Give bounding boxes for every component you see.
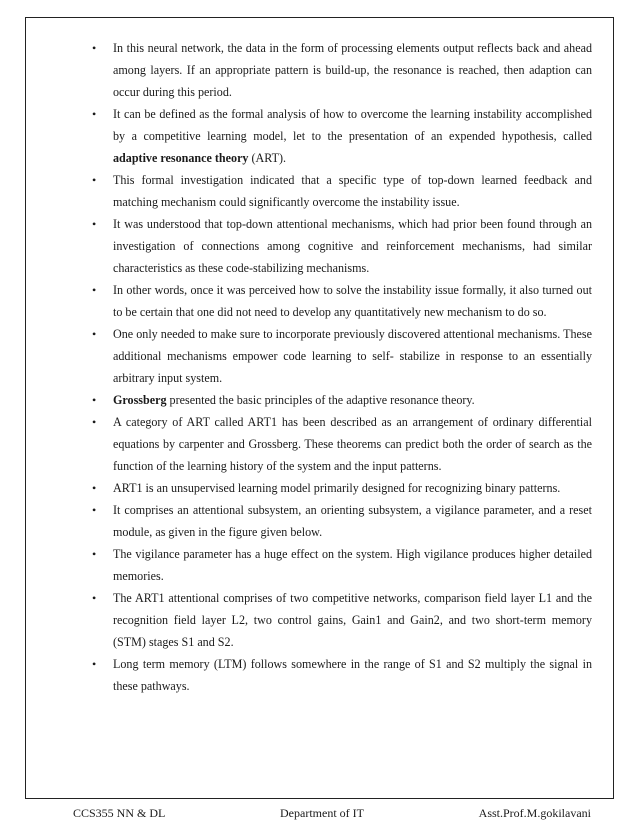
bullet-item xyxy=(88,477,592,499)
bullet-item xyxy=(88,543,592,587)
bullet-text: In other words, once it was perceived how to solve the instability issue formally, it also turned out to be certain that one did not need to develop any quantitatively new mechanism to do so. xyxy=(113,283,592,319)
bullet-icon: • xyxy=(92,481,97,495)
bullet-icon: • xyxy=(92,591,97,605)
bullet-text: In this neural network, the data in the form of processing elements output reflects back and ahead among layers. If an appropriate pattern is build-up, the resonance is reached, then adaption can occur during this period. xyxy=(113,41,592,99)
bullet-icon: • xyxy=(92,393,97,407)
bullet-text: The vigilance parameter has a huge effect on the system. High vigilance produces higher detailed memories. xyxy=(113,547,592,583)
bullet-icon: • xyxy=(92,657,97,671)
bullet-icon: • xyxy=(92,41,97,55)
bullet-text: One only needed to make sure to incorporate previously discovered attentional mechanisms. These additional mechanisms empower code learning to self- stabilize in response to an essentially arbitrary input system. xyxy=(113,327,592,385)
bullet-item xyxy=(88,499,592,543)
footer-department: Department of IT xyxy=(280,806,364,820)
bullet-text: This formal investigation indicated that a specific type of top-down learned feedback and matching mechanism could significantly overcome the instability issue. xyxy=(113,173,592,209)
footer-course-code: CCS355 NN & DL xyxy=(73,806,166,820)
bullet-text: Long term memory (LTM) follows somewhere in the range of S1 and S2 multiply the signal in these pathways. xyxy=(113,657,592,693)
footer-author: Asst.Prof.M.gokilavani xyxy=(478,806,591,820)
bullet-icon: • xyxy=(92,173,97,187)
bullet-item xyxy=(88,653,592,697)
bullet-text-after: (ART). xyxy=(248,151,287,165)
bullet-bold-text: adaptive resonance theory xyxy=(113,151,249,165)
bullet-item xyxy=(88,323,592,389)
bullet-icon: • xyxy=(92,547,97,561)
bullet-text: ART1 is an unsupervised learning model primarily designed for recognizing binary patterns. xyxy=(113,481,561,495)
bullet-item xyxy=(88,37,592,103)
bullet-icon: • xyxy=(92,107,97,121)
bullet-text: The ART1 attentional comprises of two competitive networks, comparison field layer L1 and the recognition field layer L2, two control gains, Gain1 and Gain2, and two short-term memory (STM) stages S1 and S2. xyxy=(113,591,592,649)
bullet-text: It was understood that top-down attentional mechanisms, which had prior been found through an investigation of connections among cognitive and reinforcement mechanisms, had similar characteristics as these code-stabilizing mechanisms. xyxy=(113,217,592,275)
bullet-icon: • xyxy=(92,503,97,517)
bullet-item xyxy=(88,587,592,653)
bullet-icon: • xyxy=(92,327,97,341)
bullet-item xyxy=(88,213,592,279)
bullet-bold-text: Grossberg xyxy=(113,393,167,407)
bullet-item xyxy=(88,279,592,323)
bullet-item xyxy=(88,103,592,169)
bullet-item xyxy=(88,411,592,477)
bullet-icon: • xyxy=(92,415,97,429)
bullet-item xyxy=(88,389,592,411)
bullet-item xyxy=(88,169,592,213)
bullet-text-after: presented the basic principles of the adaptive resonance theory. xyxy=(166,393,475,407)
page-footer xyxy=(73,806,591,821)
bullet-text: A category of ART called ART1 has been described as an arrangement of ordinary differential equations by carpenter and Grossberg. These theorems can predict both the order of search as the function of the learning history of the system and the input patterns. xyxy=(113,415,592,473)
bullet-text: It can be defined as the formal analysis of how to overcome the learning instability accomplished by a competitive learning model, let to the presentation of an expended hypothesis, called xyxy=(113,107,592,143)
bullet-list xyxy=(88,37,592,697)
bullet-icon: • xyxy=(92,283,97,297)
bullet-icon: • xyxy=(92,217,97,231)
bullet-text: It comprises an attentional subsystem, an orienting subsystem, a vigilance parameter, and a reset module, as given in the figure given below. xyxy=(113,503,592,539)
